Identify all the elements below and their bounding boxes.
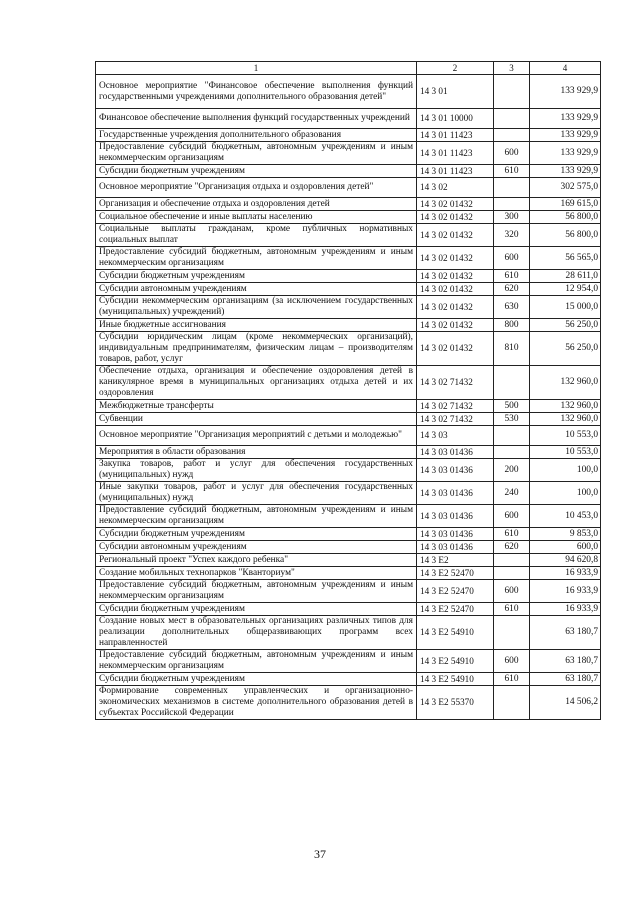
table-row [96, 211, 601, 224]
row-expense-type [494, 75, 530, 109]
table-row [96, 178, 601, 198]
row-code: 14 3 E2 54910 [417, 616, 494, 650]
row-amount: 16 933,9 [530, 603, 601, 616]
row-name: Региональный проект "Успех каждого ребенка" [96, 554, 417, 567]
table-body [96, 75, 601, 720]
row-expense-type [494, 129, 530, 142]
row-name: Мероприятия в области образования [96, 446, 417, 459]
row-expense-type [494, 446, 530, 459]
row-code: 14 3 02 01432 [417, 224, 494, 247]
table-row [96, 270, 601, 283]
row-expense-type [494, 178, 530, 198]
column-header: 2 [417, 62, 494, 75]
table-row [96, 413, 601, 426]
row-amount: 16 933,9 [530, 580, 601, 603]
table-row [96, 332, 601, 366]
row-amount: 132 960,0 [530, 413, 601, 426]
row-expense-type: 600 [494, 580, 530, 603]
table-row [96, 142, 601, 165]
row-amount: 133 929,9 [530, 129, 601, 142]
row-code: 14 3 01 11423 [417, 165, 494, 178]
row-amount: 16 933,9 [530, 567, 601, 580]
row-name: Социальные выплаты гражданам, кроме публичных нормативных социальных выплат [96, 224, 417, 247]
row-amount: 100,0 [530, 482, 601, 505]
row-code: 14 3 03 [417, 426, 494, 446]
row-name: Субсидии автономным учреждениям [96, 541, 417, 554]
row-amount: 132 960,0 [530, 400, 601, 413]
row-code: 14 3 03 01436 [417, 446, 494, 459]
row-amount: 133 929,9 [530, 109, 601, 129]
row-expense-type: 610 [494, 270, 530, 283]
row-amount: 94 620,8 [530, 554, 601, 567]
row-amount: 63 180,7 [530, 650, 601, 673]
row-name: Субсидии бюджетным учреждениям [96, 270, 417, 283]
table-row [96, 109, 601, 129]
row-amount: 302 575,0 [530, 178, 601, 198]
row-amount: 56 800,0 [530, 224, 601, 247]
budget-table [95, 61, 601, 720]
table-row [96, 446, 601, 459]
row-expense-type: 600 [494, 650, 530, 673]
row-expense-type: 500 [494, 400, 530, 413]
row-amount: 12 954,0 [530, 283, 601, 296]
table-row [96, 165, 601, 178]
page-number: 37 [314, 847, 326, 861]
table-row [96, 673, 601, 686]
row-code: 14 3 02 71432 [417, 400, 494, 413]
row-expense-type: 600 [494, 247, 530, 270]
row-code: 14 3 01 10000 [417, 109, 494, 129]
table-row [96, 603, 601, 616]
table-row [96, 616, 601, 650]
row-amount: 132 960,0 [530, 366, 601, 400]
row-expense-type: 300 [494, 211, 530, 224]
row-amount: 56 800,0 [530, 211, 601, 224]
row-code: 14 3 03 01436 [417, 541, 494, 554]
row-amount: 169 615,0 [530, 198, 601, 211]
row-expense-type: 610 [494, 673, 530, 686]
row-code: 14 3 01 11423 [417, 129, 494, 142]
row-amount: 133 929,9 [530, 142, 601, 165]
row-expense-type: 320 [494, 224, 530, 247]
row-name: Субсидии автономным учреждениям [96, 283, 417, 296]
row-name: Финансовое обеспечение выполнения функций государственных учреждений [96, 109, 417, 129]
row-amount: 10 553,0 [530, 426, 601, 446]
row-expense-type [494, 616, 530, 650]
column-header: 1 [96, 62, 417, 75]
row-code: 14 3 E2 55370 [417, 686, 494, 720]
table-row [96, 129, 601, 142]
row-name: Государственные учреждения дополнительного образования [96, 129, 417, 142]
row-expense-type: 800 [494, 319, 530, 332]
row-code: 14 3 02 01432 [417, 247, 494, 270]
table-row [96, 567, 601, 580]
table-row [96, 400, 601, 413]
row-expense-type [494, 366, 530, 400]
row-expense-type: 610 [494, 528, 530, 541]
table-row [96, 580, 601, 603]
row-code: 14 3 E2 52470 [417, 603, 494, 616]
row-name: Предоставление субсидий бюджетным, автономным учреждениям и иным некоммерческим организациям [96, 247, 417, 270]
row-expense-type [494, 554, 530, 567]
row-name: Субсидии бюджетным учреждениям [96, 673, 417, 686]
column-header: 3 [494, 62, 530, 75]
row-expense-type: 620 [494, 283, 530, 296]
row-expense-type [494, 686, 530, 720]
table-row [96, 528, 601, 541]
row-name: Предоставление субсидий бюджетным, автономным учреждениям и иным некоммерческим организациям [96, 580, 417, 603]
row-amount: 56 250,0 [530, 319, 601, 332]
row-name: Предоставление субсидий бюджетным, автономным учреждениям и иным некоммерческим организациям [96, 505, 417, 528]
row-code: 14 3 03 01436 [417, 482, 494, 505]
row-code: 14 3 03 01436 [417, 505, 494, 528]
row-expense-type [494, 198, 530, 211]
row-code: 14 3 02 01432 [417, 319, 494, 332]
row-expense-type: 600 [494, 505, 530, 528]
table-row [96, 75, 601, 109]
table-row [96, 224, 601, 247]
row-code: 14 3 01 [417, 75, 494, 109]
row-expense-type: 610 [494, 165, 530, 178]
row-code: 14 3 01 11423 [417, 142, 494, 165]
table-row [96, 686, 601, 720]
row-code: 14 3 02 71432 [417, 413, 494, 426]
row-name: Основное мероприятие "Финансовое обеспечение выполнения функций государственными учреждениями дополнительного образования детей" [96, 75, 417, 109]
row-name: Субсидии некоммерческим организациям (за исключением государственных (муниципальных) учреждений) [96, 296, 417, 319]
table-row [96, 366, 601, 400]
row-code: 14 3 03 01436 [417, 528, 494, 541]
table-row [96, 505, 601, 528]
row-name: Субсидии бюджетным учреждениям [96, 603, 417, 616]
row-code: 14 3 E2 52470 [417, 580, 494, 603]
row-expense-type [494, 567, 530, 580]
row-expense-type: 810 [494, 332, 530, 366]
row-amount: 10 453,0 [530, 505, 601, 528]
row-name: Создание новых мест в образовательных организациях различных типов для реализации дополнительных общеразвивающих программ всех направленностей [96, 616, 417, 650]
row-expense-type: 630 [494, 296, 530, 319]
table-row [96, 459, 601, 482]
table-row [96, 283, 601, 296]
row-name: Обеспечение отдыха, организация и обеспечение оздоровления детей в каникулярное время в муниципальных организациях отдыха детей и их оздоровления [96, 366, 417, 400]
table-row [96, 482, 601, 505]
row-amount: 63 180,7 [530, 673, 601, 686]
row-code: 14 3 E2 [417, 554, 494, 567]
row-expense-type: 620 [494, 541, 530, 554]
table-row [96, 650, 601, 673]
row-amount: 100,0 [530, 459, 601, 482]
table-row [96, 541, 601, 554]
table-header-row [96, 62, 601, 75]
row-expense-type: 200 [494, 459, 530, 482]
row-amount: 56 565,0 [530, 247, 601, 270]
row-name: Основное мероприятие "Организация мероприятий с детьми и молодежью" [96, 426, 417, 446]
row-code: 14 3 02 71432 [417, 366, 494, 400]
row-code: 14 3 03 01436 [417, 459, 494, 482]
row-name: Иные бюджетные ассигнования [96, 319, 417, 332]
row-name: Иные закупки товаров, работ и услуг для обеспечения государственных (муниципальных) нужд [96, 482, 417, 505]
row-name: Субвенции [96, 413, 417, 426]
row-code: 14 3 02 01432 [417, 270, 494, 283]
row-name: Субсидии бюджетным учреждениям [96, 528, 417, 541]
row-name: Социальное обеспечение и иные выплаты населению [96, 211, 417, 224]
row-code: 14 3 02 01432 [417, 283, 494, 296]
row-name: Субсидии юридическим лицам (кроме некоммерческих организаций), индивидуальным предпринимателям, физическим лицам – производителям товаров, работ, услуг [96, 332, 417, 366]
row-name: Закупка товаров, работ и услуг для обеспечения государственных (муниципальных) нужд [96, 459, 417, 482]
row-code: 14 3 E2 54910 [417, 673, 494, 686]
row-name: Создание мобильных технопарков "Кванториум" [96, 567, 417, 580]
row-expense-type: 240 [494, 482, 530, 505]
table-row [96, 426, 601, 446]
row-amount: 600,0 [530, 541, 601, 554]
row-name: Предоставление субсидий бюджетным, автономным учреждениям и иным некоммерческим организациям [96, 650, 417, 673]
row-expense-type: 530 [494, 413, 530, 426]
row-amount: 133 929,9 [530, 75, 601, 109]
row-expense-type [494, 426, 530, 446]
row-code: 14 3 02 01432 [417, 211, 494, 224]
table-row [96, 247, 601, 270]
row-amount: 9 853,0 [530, 528, 601, 541]
row-code: 14 3 E2 54910 [417, 650, 494, 673]
row-code: 14 3 E2 52470 [417, 567, 494, 580]
row-name: Субсидии бюджетным учреждениям [96, 165, 417, 178]
row-code: 14 3 02 01432 [417, 198, 494, 211]
row-name: Основное мероприятие "Организация отдыха и оздоровления детей" [96, 178, 417, 198]
table-row [96, 319, 601, 332]
row-code: 14 3 02 01432 [417, 296, 494, 319]
row-amount: 133 929,9 [530, 165, 601, 178]
row-name: Межбюджетные трансферты [96, 400, 417, 413]
row-amount: 63 180,7 [530, 616, 601, 650]
row-expense-type: 600 [494, 142, 530, 165]
row-amount: 56 250,0 [530, 332, 601, 366]
row-amount: 10 553,0 [530, 446, 601, 459]
row-name: Организация и обеспечение отдыха и оздоровления детей [96, 198, 417, 211]
column-header: 4 [530, 62, 601, 75]
row-expense-type [494, 109, 530, 129]
row-name: Формирование современных управленческих и организационно-экономических механизмов в системе дополнительного образования детей в субъектах Российской Федерации [96, 686, 417, 720]
row-name: Предоставление субсидий бюджетным, автономным учреждениям и иным некоммерческим организациям [96, 142, 417, 165]
row-amount: 15 000,0 [530, 296, 601, 319]
table-row [96, 296, 601, 319]
row-code: 14 3 02 [417, 178, 494, 198]
row-code: 14 3 02 01432 [417, 332, 494, 366]
row-amount: 28 611,0 [530, 270, 601, 283]
row-expense-type: 610 [494, 603, 530, 616]
table-row [96, 198, 601, 211]
table-row [96, 554, 601, 567]
row-amount: 14 506,2 [530, 686, 601, 720]
